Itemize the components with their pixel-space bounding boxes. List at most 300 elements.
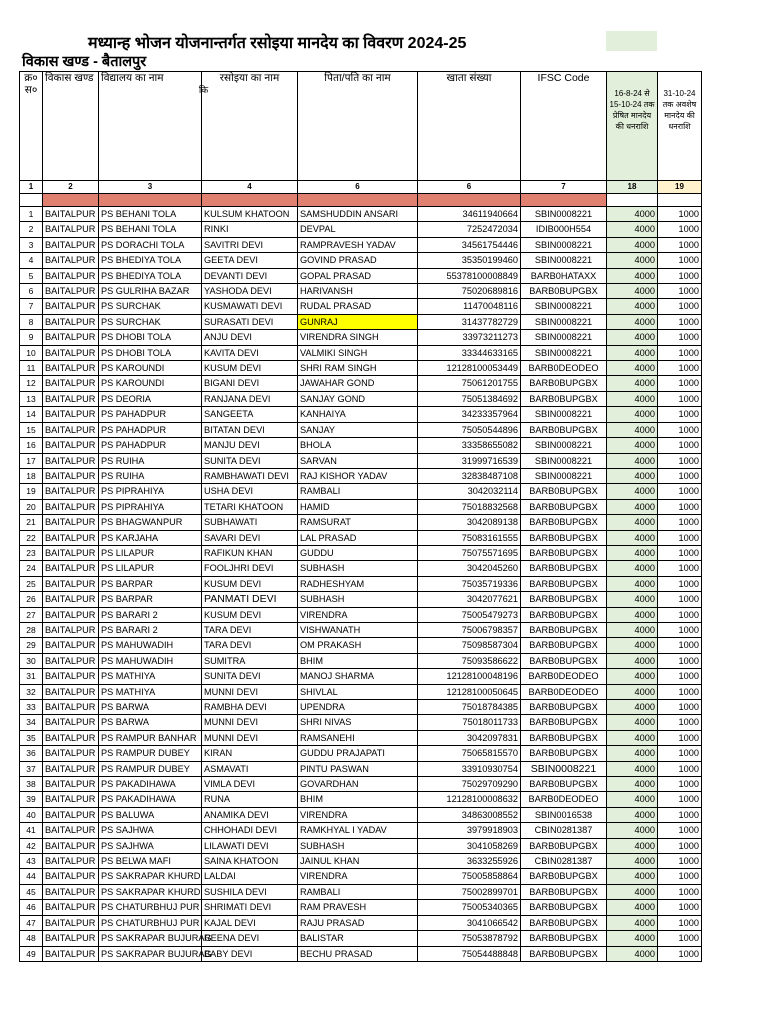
cell-amount-balance: 1000 [658,900,702,915]
cell-school: PS RUIHA [99,453,202,468]
cell-ifsc: BARB0BUPGBX [521,746,607,761]
cell-account: 75054488848 [418,946,521,961]
cell-cook: KUSMAWATI DEVI [202,299,298,314]
cell-sn: 1 [20,207,43,222]
cell-account: 3042077621 [418,592,521,607]
cell-ifsc: BARB0DEODEO [521,669,607,684]
cell-parent: BALISTAR [298,931,418,946]
table-row [20,869,702,884]
cell-parent: KANHAIYA [298,407,418,422]
cell-account: 31437782729 [418,314,521,329]
table-row [20,746,702,761]
cell-amount-sent: 4000 [607,545,658,560]
cell-ifsc: SBIN0008221 [521,207,607,222]
cell-block: BAITALPUR [43,607,99,622]
cell-account: 12128100008632 [418,792,521,807]
header-school [99,72,202,181]
cell-amount-balance: 1000 [658,576,702,591]
table-row [20,854,702,869]
cell-sn: 48 [20,931,43,946]
table-row [20,884,702,899]
cell-school: PS SURCHAK [99,314,202,329]
cell-block: BAITALPUR [43,823,99,838]
cell-amount-balance: 1000 [658,438,702,453]
cell-account: 34611940664 [418,207,521,222]
cell-account: 3042097831 [418,730,521,745]
cell-block: BAITALPUR [43,422,99,437]
header-amount-sent: 16-8-24 से 15-10-24 तक प्रेषित मानदेय की धनराशि [607,72,658,181]
cell-amount-balance: 1000 [658,499,702,514]
col-num: 19 [658,181,702,194]
cell-sn: 24 [20,561,43,576]
table-row [20,468,702,483]
column-number-row [20,181,702,194]
cell-amount-balance: 1000 [658,746,702,761]
cell-ifsc: BARB0BUPGBX [521,653,607,668]
header-account: खाता संख्या [418,72,521,181]
cell-amount-sent: 4000 [607,838,658,853]
cell-school: PS BARPAR [99,592,202,607]
cell-ifsc: CBIN0281387 [521,823,607,838]
table-row [20,931,702,946]
cell-account: 12128100050645 [418,684,521,699]
cell-account: 75018784385 [418,700,521,715]
cell-amount-balance: 1000 [658,884,702,899]
cell-school: PS CHATURBHUJ PUR [99,915,202,930]
col-num: 7 [521,181,607,194]
cell-amount-sent: 4000 [607,330,658,345]
cell-school: PS RAMPUR BANHAR [99,730,202,745]
cell-school: PS PAHADPUR [99,438,202,453]
cell-ifsc: SBIN0008221 [521,237,607,252]
cell-sn: 38 [20,777,43,792]
cell-account: 31999716539 [418,453,521,468]
cell-account: 34233357964 [418,407,521,422]
cell-account: 75051384692 [418,391,521,406]
cell-school: PS BHEDIYA TOLA [99,268,202,283]
cell-sn: 44 [20,869,43,884]
cell-amount-balance: 1000 [658,515,702,530]
cell-account: 3042045260 [418,561,521,576]
cell-cook: RAMBHAWATI DEVI [202,468,298,483]
table-row [20,823,702,838]
band-cell [99,194,202,207]
cell-sn: 49 [20,946,43,961]
cell-school: PS MAHUWADIH [99,638,202,653]
cell-amount-sent: 4000 [607,761,658,776]
cell-school: PS PAKADIHAWA [99,792,202,807]
cell-cook: SUMITRA [202,653,298,668]
cell-ifsc: BARB0BUPGBX [521,545,607,560]
cell-account: 3041058269 [418,838,521,853]
cell-block: BAITALPUR [43,314,99,329]
cell-parent: RAMKHYAL I YADAV [298,823,418,838]
cell-amount-balance: 1000 [658,653,702,668]
cell-sn: 3 [20,237,43,252]
cell-school: PS KAROUNDI [99,376,202,391]
cell-parent: HARIVANSH [298,284,418,299]
cell-parent: VALMIKI SINGH [298,345,418,360]
cell-block: BAITALPUR [43,854,99,869]
cell-amount-sent: 4000 [607,607,658,622]
cell-ifsc: BARB0BUPGBX [521,499,607,514]
cell-ifsc: BARB0HATAXX [521,268,607,283]
cell-amount-sent: 4000 [607,222,658,237]
cell-parent: RAMBALI [298,884,418,899]
col-num: 6 [418,181,521,194]
cell-school: PS PAKADIHAWA [99,777,202,792]
cell-block: BAITALPUR [43,530,99,545]
cell-account: 75083161555 [418,530,521,545]
cell-parent: MANOJ SHARMA [298,669,418,684]
cell-ifsc: BARB0BUPGBX [521,730,607,745]
cell-block: BAITALPUR [43,915,99,930]
cell-amount-sent: 4000 [607,453,658,468]
cell-account: 32838487108 [418,468,521,483]
cell-parent: SAMSHUDDIN ANSARI [298,207,418,222]
cell-account: 75018832568 [418,499,521,514]
col-num: 18 [607,181,658,194]
cell-amount-balance: 1000 [658,268,702,283]
cell-block: BAITALPUR [43,361,99,376]
table-row [20,422,702,437]
cell-block: BAITALPUR [43,807,99,822]
cell-parent: RADHESHYAM [298,576,418,591]
table-row [20,561,702,576]
table-row [20,268,702,283]
cell-amount-balance: 1000 [658,237,702,252]
header-row [20,72,702,181]
cell-cook: SURASATI DEVI [202,314,298,329]
cell-block: BAITALPUR [43,207,99,222]
cell-amount-sent: 4000 [607,438,658,453]
cell-account: 33358655082 [418,438,521,453]
cell-block: BAITALPUR [43,391,99,406]
cell-parent: BHIM [298,792,418,807]
cell-ifsc: SBIN0016538 [521,807,607,822]
cell-cook: KULSUM KHATOON [202,207,298,222]
cell-cook: DEVANTI DEVI [202,268,298,283]
cell-amount-sent: 4000 [607,823,658,838]
cell-parent: GUDDU [298,545,418,560]
cell-ifsc: SBIN0008221 [521,453,607,468]
cell-sn: 6 [20,284,43,299]
cell-account: 35350199460 [418,253,521,268]
cell-parent: GOVARDHAN [298,777,418,792]
cell-school: PS BEHANI TOLA [99,222,202,237]
cell-parent: BHOLA [298,438,418,453]
cell-cook: TETARI KHATOON [202,499,298,514]
cell-school: PS MATHIYA [99,669,202,684]
cell-ifsc: SBIN0008221 [521,407,607,422]
cell-school: PS SAJHWA [99,838,202,853]
cell-account: 75065815570 [418,746,521,761]
cell-block: BAITALPUR [43,777,99,792]
cell-sn: 43 [20,854,43,869]
table-row [20,314,702,329]
header-amount-balance: 31-10-24 तक अवशेष मानदेय की धनराशि [658,72,702,181]
cell-parent: OM PRAKASH [298,638,418,653]
cell-ifsc: BARB0BUPGBX [521,700,607,715]
cell-school: PS MAHUWADIH [99,653,202,668]
cell-amount-sent: 4000 [607,638,658,653]
cell-parent: HAMID [298,499,418,514]
cell-amount-balance: 1000 [658,314,702,329]
cell-cook: LILAWATI DEVI [202,838,298,853]
cell-cook: MANJU DEVI [202,438,298,453]
col-num: 3 [99,181,202,194]
cell-amount-balance: 1000 [658,700,702,715]
table-row [20,715,702,730]
cell-cook: VIMLA DEVI [202,777,298,792]
cell-cook: SAVITRI DEVI [202,237,298,252]
cell-parent: JAWAHAR GOND [298,376,418,391]
cell-school: PS LILAPUR [99,561,202,576]
cell-parent: JAINUL KHAN [298,854,418,869]
cell-ifsc: BARB0DEODEO [521,792,607,807]
cell-ifsc: SBIN0008221 [521,345,607,360]
cell-school: PS KARJAHA [99,530,202,545]
band-cell [43,194,99,207]
table-row [20,253,702,268]
cell-sn: 8 [20,314,43,329]
cell-parent: UPENDRA [298,700,418,715]
cell-block: BAITALPUR [43,499,99,514]
cell-parent: SUBHASH [298,561,418,576]
cell-cook: TARA DEVI [202,622,298,637]
cell-amount-sent: 4000 [607,746,658,761]
cell-amount-sent: 4000 [607,946,658,961]
cell-school: PS SAKRAPAR BUJURAG [99,931,202,946]
cell-school: PS GULRIHA BAZAR [99,284,202,299]
cell-block: BAITALPUR [43,438,99,453]
cell-cook: KUSUM DEVI [202,576,298,591]
cell-amount-sent: 4000 [607,376,658,391]
cell-amount-sent: 4000 [607,299,658,314]
cell-cook: ANJU DEVI [202,330,298,345]
table-row [20,484,702,499]
cell-amount-sent: 4000 [607,700,658,715]
cell-sn: 9 [20,330,43,345]
cell-sn: 34 [20,715,43,730]
cell-school: PS BALUWA [99,807,202,822]
cell-parent: BHIM [298,653,418,668]
cell-amount-sent: 4000 [607,715,658,730]
cell-parent: SARVAN [298,453,418,468]
cell-school: PS BARWA [99,700,202,715]
cell-amount-sent: 4000 [607,854,658,869]
band-cell [658,194,702,207]
cell-ifsc: BARB0BUPGBX [521,607,607,622]
cell-sn: 28 [20,622,43,637]
cell-amount-balance: 1000 [658,823,702,838]
cell-block: BAITALPUR [43,900,99,915]
cell-amount-sent: 4000 [607,915,658,930]
cell-ifsc: CBIN0281387 [521,854,607,869]
cell-account: 75005479273 [418,607,521,622]
table-row [20,453,702,468]
cell-school: PS SAKRAPAR KHURD [99,884,202,899]
cell-parent: RAM PRAVESH [298,900,418,915]
cell-cook: KUSUM DEVI [202,361,298,376]
cell-sn: 33 [20,700,43,715]
cell-ifsc: BARB0DEODEO [521,684,607,699]
cell-parent: DEVPAL [298,222,418,237]
cell-block: BAITALPUR [43,884,99,899]
cell-amount-balance: 1000 [658,484,702,499]
cell-parent: RAJ KISHOR YADAV [298,468,418,483]
cell-cook: SUBHAWATI [202,515,298,530]
cell-parent: VIRENDRA [298,607,418,622]
cell-block: BAITALPUR [43,869,99,884]
cell-school: PS DORACHI TOLA [99,237,202,252]
cell-account: 55378100008849 [418,268,521,283]
cell-sn: 10 [20,345,43,360]
cell-block: BAITALPUR [43,684,99,699]
cell-sn: 35 [20,730,43,745]
cell-amount-sent: 4000 [607,207,658,222]
table-row [20,607,702,622]
cell-ifsc: SBIN0008221 [521,299,607,314]
header-stray-char: कि [198,85,209,95]
cell-ifsc: BARB0BUPGBX [521,515,607,530]
cell-school: PS CHATURBHUJ PUR [99,900,202,915]
cell-amount-sent: 4000 [607,422,658,437]
cell-cook: ANAMIKA DEVI [202,807,298,822]
cell-amount-balance: 1000 [658,222,702,237]
spacer-band-row [20,194,702,207]
cell-account: 3042032114 [418,484,521,499]
cell-block: BAITALPUR [43,284,99,299]
cell-school: PS SAKRAPAR BUJURAG [99,946,202,961]
cell-amount-sent: 4000 [607,499,658,514]
cell-ifsc: BARB0BUPGBX [521,561,607,576]
table-row [20,669,702,684]
cell-ifsc: BARB0BUPGBX [521,715,607,730]
cell-block: BAITALPUR [43,453,99,468]
cell-account: 33344633165 [418,345,521,360]
cell-account: 3979918903 [418,823,521,838]
cell-ifsc: BARB0BUPGBX [521,638,607,653]
cell-ifsc: BARB0BUPGBX [521,900,607,915]
cell-school: PS SAKRAPAR KHURD [99,869,202,884]
table-row [20,700,702,715]
cell-ifsc: BARB0BUPGBX [521,946,607,961]
cell-amount-balance: 1000 [658,854,702,869]
cell-school: PS DHOBI TOLA [99,330,202,345]
table-row [20,761,702,776]
cell-ifsc: BARB0DEODEO [521,361,607,376]
cell-ifsc: BARB0BUPGBX [521,284,607,299]
cell-parent: GOPAL PRASAD [298,268,418,283]
cell-amount-sent: 4000 [607,530,658,545]
cell-sn: 32 [20,684,43,699]
cell-cook: YASHODA DEVI [202,284,298,299]
cell-parent: SHRI NIVAS [298,715,418,730]
header-school-label: विद्यालय का नाम [101,72,164,84]
table-row [20,207,702,222]
cell-parent: LAL PRASAD [298,530,418,545]
cell-ifsc: BARB0BUPGBX [521,376,607,391]
cell-amount-balance: 1000 [658,915,702,930]
cell-block: BAITALPUR [43,653,99,668]
cell-block: BAITALPUR [43,622,99,637]
cell-school: PS DHOBI TOLA [99,345,202,360]
cell-account: 3042089138 [418,515,521,530]
cell-parent: VIRENDRA [298,869,418,884]
table-row [20,284,702,299]
cell-sn: 15 [20,422,43,437]
cell-amount-balance: 1000 [658,253,702,268]
cell-account: 75050544896 [418,422,521,437]
cell-account: 12128100053449 [418,361,521,376]
cell-parent: PINTU PASWAN [298,761,418,776]
cell-block: BAITALPUR [43,592,99,607]
cell-block: BAITALPUR [43,484,99,499]
cell-amount-sent: 4000 [607,468,658,483]
cell-amount-sent: 4000 [607,407,658,422]
cell-block: BAITALPUR [43,576,99,591]
cell-ifsc: BARB0BUPGBX [521,777,607,792]
cell-amount-sent: 4000 [607,314,658,329]
cell-sn: 41 [20,823,43,838]
cell-block: BAITALPUR [43,468,99,483]
cell-block: BAITALPUR [43,761,99,776]
cell-cook: RAFIKUN KHAN [202,545,298,560]
cell-amount-balance: 1000 [658,345,702,360]
band-cell [20,194,43,207]
cell-block: BAITALPUR [43,345,99,360]
cell-amount-balance: 1000 [658,622,702,637]
cell-school: PS RUIHA [99,468,202,483]
band-cell [607,194,658,207]
cell-amount-balance: 1000 [658,330,702,345]
band-cell [521,194,607,207]
cell-cook: USHA DEVI [202,484,298,499]
header-cook-label: रसोइया का नाम [219,72,280,84]
table-row [20,777,702,792]
cell-school: PS SAJHWA [99,823,202,838]
cell-cook: SAINA KHATOON [202,854,298,869]
cell-parent: VIRENDRA [298,807,418,822]
cell-block: BAITALPUR [43,545,99,560]
band-cell [298,194,418,207]
cell-parent: SHRI RAM SINGH [298,361,418,376]
cell-ifsc: BARB0BUPGBX [521,622,607,637]
cell-account: 11470048116 [418,299,521,314]
cell-account: 3041066542 [418,915,521,930]
cell-cook: MUNNI DEVI [202,684,298,699]
cell-amount-balance: 1000 [658,946,702,961]
cell-sn: 25 [20,576,43,591]
cell-ifsc: BARB0BUPGBX [521,391,607,406]
cell-school: PS DEORIA [99,391,202,406]
table-row [20,376,702,391]
cell-parent: SHIVLAL [298,684,418,699]
cell-amount-balance: 1000 [658,561,702,576]
cell-cook: RINKI [202,222,298,237]
cell-account: 75020689816 [418,284,521,299]
table-row [20,576,702,591]
cell-amount-balance: 1000 [658,684,702,699]
cell-ifsc: BARB0BUPGBX [521,838,607,853]
cell-amount-sent: 4000 [607,884,658,899]
cell-parent: RAJU PRASAD [298,915,418,930]
cell-parent: SANJAY GOND [298,391,418,406]
cell-block: BAITALPUR [43,237,99,252]
cell-amount-balance: 1000 [658,453,702,468]
page-title: मध्यान्ह भोजन योजनान्तर्गत रसोइया मानदेय का विवरण 2024-25 [88,35,467,52]
